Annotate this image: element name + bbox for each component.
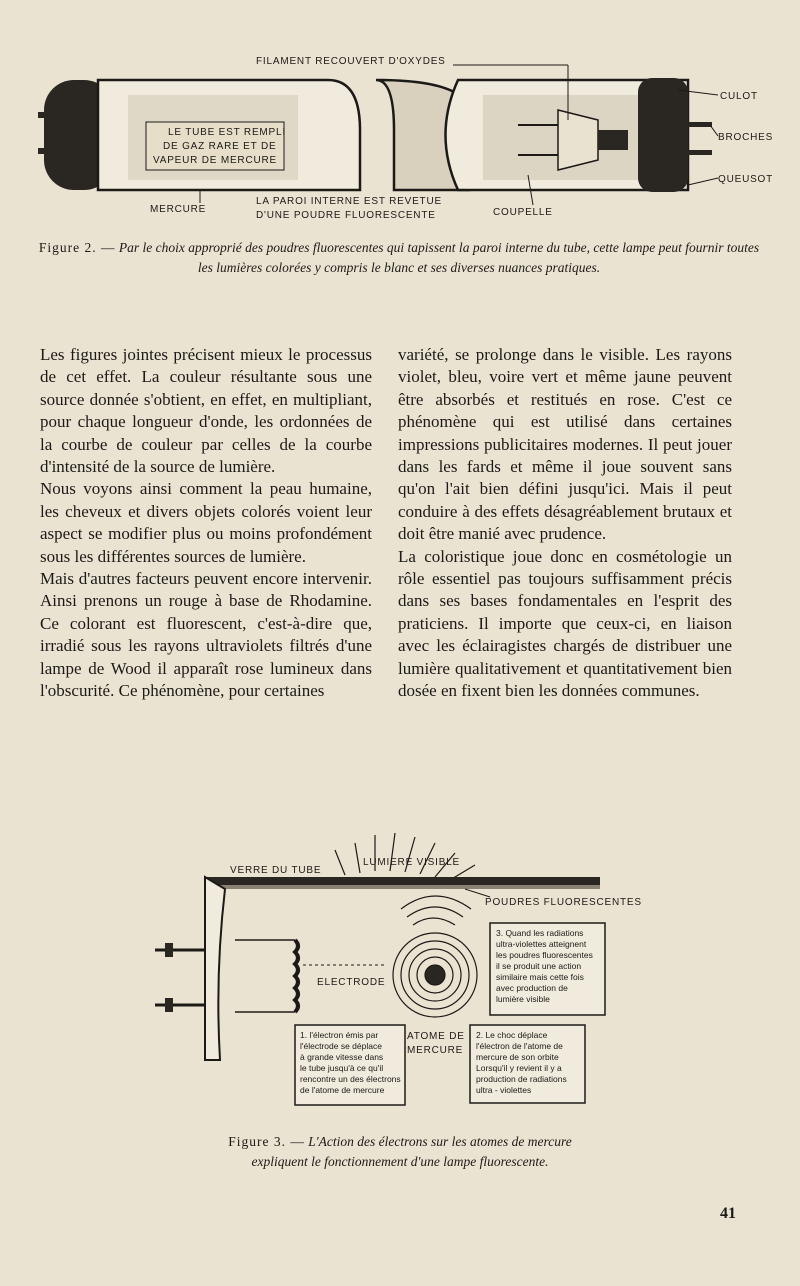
box1-line: de l'atome de mercure [300,1085,385,1095]
box2-line: ultra - violettes [476,1085,532,1095]
glass-tube-wall [205,877,600,885]
box1-line: à grande vitesse dans [300,1052,384,1062]
figure-2-caption [36,238,762,278]
paragraph: La coloristique joue donc en cosmétologie un rôle essentiel pas toujours suffisamment précis dans ses bases fondamentales en l'esprit des praticiens. Il importe que ceux-ci, en liaison avec les éclairagistes chargés de distribuer une lumière qualitativement et quantitativement bien dosée en fixent bien les données communes. [398,546,732,701]
box3-line: il se produit une action [496,961,582,971]
lamp-right-cap [638,78,688,192]
box3-line: avec production de [496,983,568,993]
electrode-label: ELECTRODE [317,977,386,988]
paragraph: Nous voyons ainsi comment la peau humaine, les cheveux et divers objets colorés voient leur aspect se modifier plus ou moins profondément sous les différentes sources de lumière. [40,479,372,566]
culot-label: CULOT [720,91,758,102]
electrode-filament [295,940,298,1012]
atome-label-line1: ATOME DE [407,1031,465,1042]
box1-line: le tube jusqu'à ce qu'il [300,1063,384,1073]
poudres-label: POUDRES FLUORESCENTES [485,897,642,908]
paroi-label-line2: D'UNE POUDRE FLUORESCENTE [256,210,436,221]
paragraph: Mais d'autres facteurs peuvent encore intervenir. Ainsi prenons un rouge à base de Rhodamine. Ce colorant est fluorescent, c'est-à-dire que, irradié sous les rayons ultraviolets filtrés d'une lampe de Wood il apparaît rose lumineux dans l'obscurité. Ce phénomène, pour certaines [40,569,372,701]
figure-3-electron-diagram [145,825,642,1110]
paragraph: variété, se prolonge dans le visible. Les rayons violet, bleu, voire vert et même jaune peuvent être absorbés et restitués en rose. C'est ce phénomène qui est utilisé dans certaines impressions publicitaires modernes. Il peut jouer dans les fards et même il joue souvent sans qu'on l'ait bien défini jusqu'ici. Mais il peut conduire à des effets désagréablement brutaux et doit être manié avec prudence. [398,345,732,544]
figure-2-caption-text: Par le choix approprié des poudres fluorescentes qui tapissent la paroi interne du tube, cette lampe peut fournir toutes les lumières colorées y compris le blanc et ses diverses nuances pratiques. [118,240,760,275]
page-number: 41 [720,1205,736,1222]
box1-line: l'électrode se déplace [300,1041,382,1051]
queusot-label: QUEUSOT [718,174,774,185]
box3-line: similaire mais cette fois [496,972,584,982]
figure-2-caption-label: Figure 2. — [38,240,116,255]
box2-line: l'électron de l'atome de [476,1041,563,1051]
coupelle-label: COUPELLE [493,207,553,218]
text-column-right [398,344,732,703]
verre-label: VERRE DU TUBE [230,865,322,876]
figure-3-caption-line2: expliquent le fonctionnement d'une lampe fluorescente. [251,1154,549,1169]
broches-label: BROCHES [718,132,774,143]
figure-3-caption-line1: L'Action des électrons sur les atomes de mercure [308,1134,572,1149]
lumiere-visible-label: LUMIERE VISIBLE [363,857,461,868]
text-column-left [40,344,372,703]
tube-label-line1: LE TUBE EST REMPLI [168,127,286,138]
box2-line: 2. Le choc déplace [476,1030,548,1040]
paroi-label-line1: LA PAROI INTERNE EST REVETUE [256,196,442,207]
filament-label: FILAMENT RECOUVERT D'OXYDES [256,56,446,67]
box1-line: 1. l'électron émis par [300,1030,379,1040]
lamp-base [205,877,225,1060]
box1-line: rencontre un des électrons [300,1074,401,1084]
box2-line: mercure de son orbite [476,1052,559,1062]
box3-line: les poudres fluorescentes [496,950,593,960]
box3-line: 3. Quand les radiations [496,928,584,938]
figure-3-caption [130,1132,670,1172]
mercury-atom [393,933,477,1017]
box2-line: Lorsqu'il y revient il y a [476,1063,562,1073]
figure-2-lamp-diagram [38,50,774,230]
box3-line: ultra-violettes atteignent [496,939,587,949]
box3-line: lumière visible [496,994,550,1004]
mercure-label: MERCURE [150,204,207,215]
figure-3-caption-label: Figure 3. — [228,1134,305,1149]
box2-line: production de radiations [476,1074,567,1084]
atome-label-line2: MERCURE [407,1045,464,1056]
tube-label-line2: DE GAZ RARE ET DE [163,141,277,152]
paragraph: Les figures jointes précisent mieux le processus de cet effet. La couleur résultante sous une source donnée s'obtient, en effet, en multipliant, pour chaque longueur d'onde, les ordonnées de la courbe de couleur par celles de la courbe d'intensité de la source de lumière. [40,345,372,477]
tube-label-line3: VAPEUR DE MERCURE [153,155,277,166]
